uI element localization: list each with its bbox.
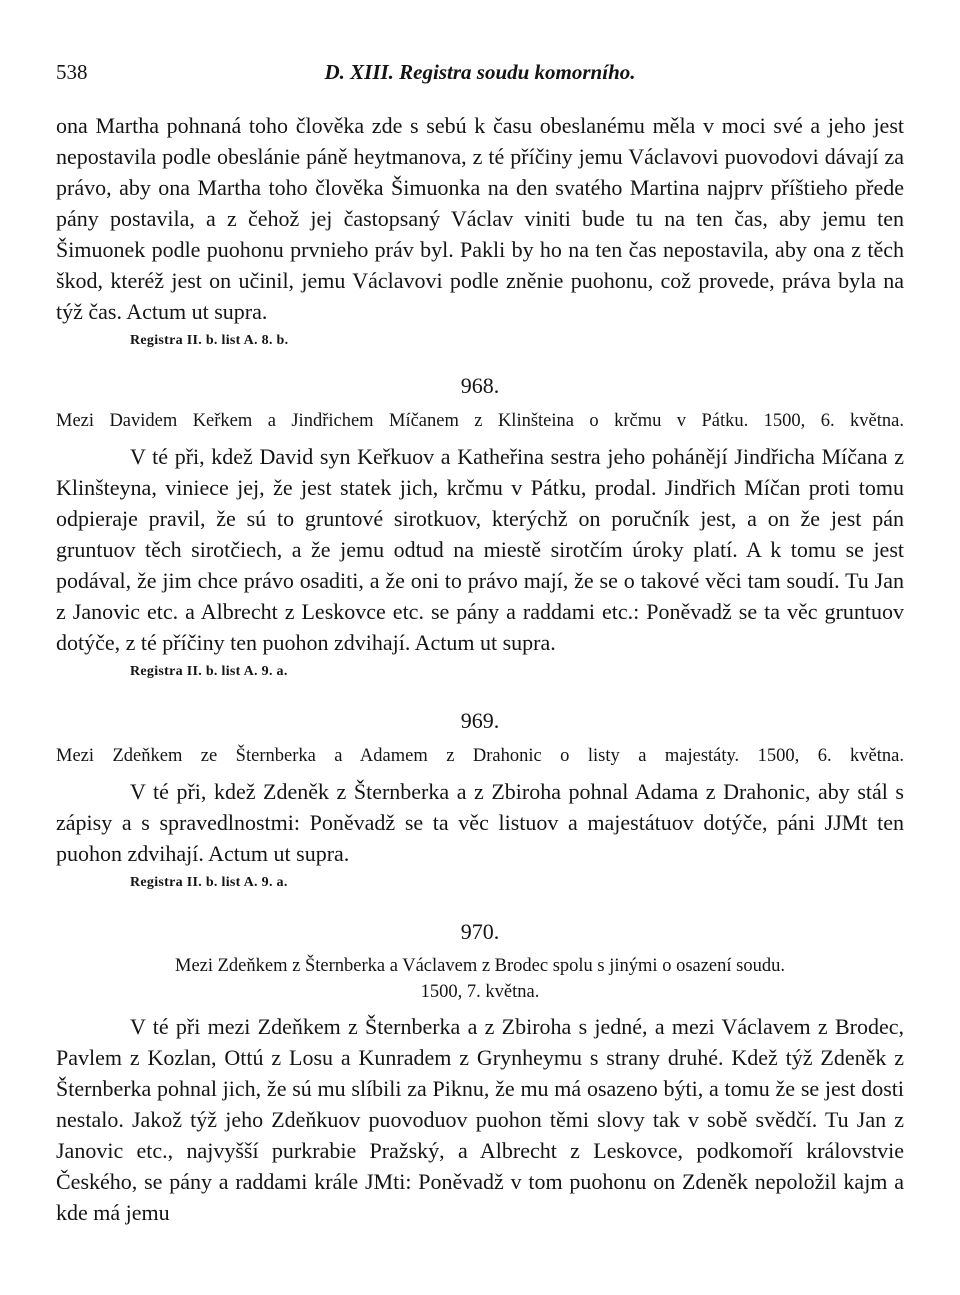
entry-number: 969.: [460, 708, 500, 733]
entry-number: 970.: [460, 919, 500, 944]
page-header: [56, 60, 904, 92]
entry-969: [56, 706, 904, 893]
running-head: D. XIII. Registra soudu komorního.: [324, 60, 636, 84]
entry-968: [56, 371, 904, 682]
continuation-paragraph: ona Martha pohnaná toho člověka zde s sebú k času obeslanému měla v moci své a jeho jest nepostavila podle obeslánie páně heytmanova, z té příčiny jemu Václavovi puovodovi dávají za právo, aby ona Martha toho člověka Šimuonka na den svatého Martina najprv příštieho přede pány postavila, a z čehož jej častopsaný Václav viniti bude tu na ten čas, aby jemu ten Šimuonek podle puohonu prvnieho práv byl. Pakli by ho na ten čas nepostavila, aby ona z těch škod, kteréž jest on učinil, jemu Václavovi podle zněnie puohonu, což provede, práva byla na týž čas. Actum ut supra.: [56, 113, 904, 324]
entry-summary: Mezi Zdeňkem z Šternberka a Václavem z Brodec spolu s jinými o osazení soudu.: [175, 956, 785, 976]
entry-summary: Mezi Zdeňkem ze Šternberka a Adamem z Drahonic o listy a majestáty. 1500, 6. května.: [56, 746, 904, 766]
entry-summary-date: 1500, 7. května.: [420, 982, 540, 1002]
entry-summary: Mezi Davidem Keřkem a Jindřichem Míčanem z Klinšteina o krčmu v Pátku. 1500, 6. května.: [56, 411, 904, 431]
entry-text: V té při mezi Zdeňkem z Šternberka a z Zbiroha s jedné, a mezi Václavem z Brodec, Pavlem z Kozlan, Ottú z Losu a Kunradem z Grynheymu s strany druhé. Kdež týž Zdeněk z Šternberka pohnal jich, že sú mu slíbili za Piknu, že mu má osazeno býti, a tomu že se jest dosti nestalo. Jakož týž jeho Zdeňkuov puovoduov puohon těmi slovy tak v sobě svědčí. Tu Jan z Janovic etc., najvyšší purkrabie Pražský, a Albrecht z Leskovce, podkomoří královstvie Českého, se pány a raddami krále JMti: Poněvadž v tom puohonu on Zdeněk nepoložil kajm a kde má jemu: [56, 1014, 904, 1225]
archive-reference: Registra II. b. list A. 8. b.: [130, 333, 289, 348]
entry-970: [56, 917, 904, 1228]
page-number: 538: [56, 60, 88, 84]
entry-number: 968.: [460, 373, 500, 398]
entry-text: V té při, kdež David syn Keřkuov a Katheřina sestra jeho pohánějí Jindřicha Míčana z Klinšteyna, viniece jej, že jest statek jich, krčmu v Pátku, prodal. Jindřich Míčan proti tomu odpieraje pravil, že sú to gruntové sirotkuov, kterýchž on poručník jest, a on že jest pán gruntuov těch sirotčiech, a že jemu odtud na miestě sirotčím úroky platí. A k tomu se jest podával, že jim chce právo osaditi, a že oni to právo mají, že se o takové věci tam soudí. Tu Jan z Janovic etc. a Albrecht z Leskovce etc. se pány a raddami etc.: Poněvadž se ta věc gruntuov dotýče, z té příčiny ten puohon zdvihají. Actum ut supra.: [56, 444, 904, 655]
archive-reference: Registra II. b. list A. 9. a.: [130, 875, 288, 890]
entry-text: V té při, kdež Zdeněk z Šternberka a z Zbiroha pohnal Adama z Drahonic, aby stál s zápisy a s spravedlnostmi: Poněvadž se ta věc listuov a majestátuov dotýče, páni JJMt ten puohon zdvihají. Actum ut supra.: [56, 779, 904, 866]
archive-reference: Registra II. b. list A. 9. a.: [130, 664, 288, 679]
page-content: [56, 110, 904, 1228]
